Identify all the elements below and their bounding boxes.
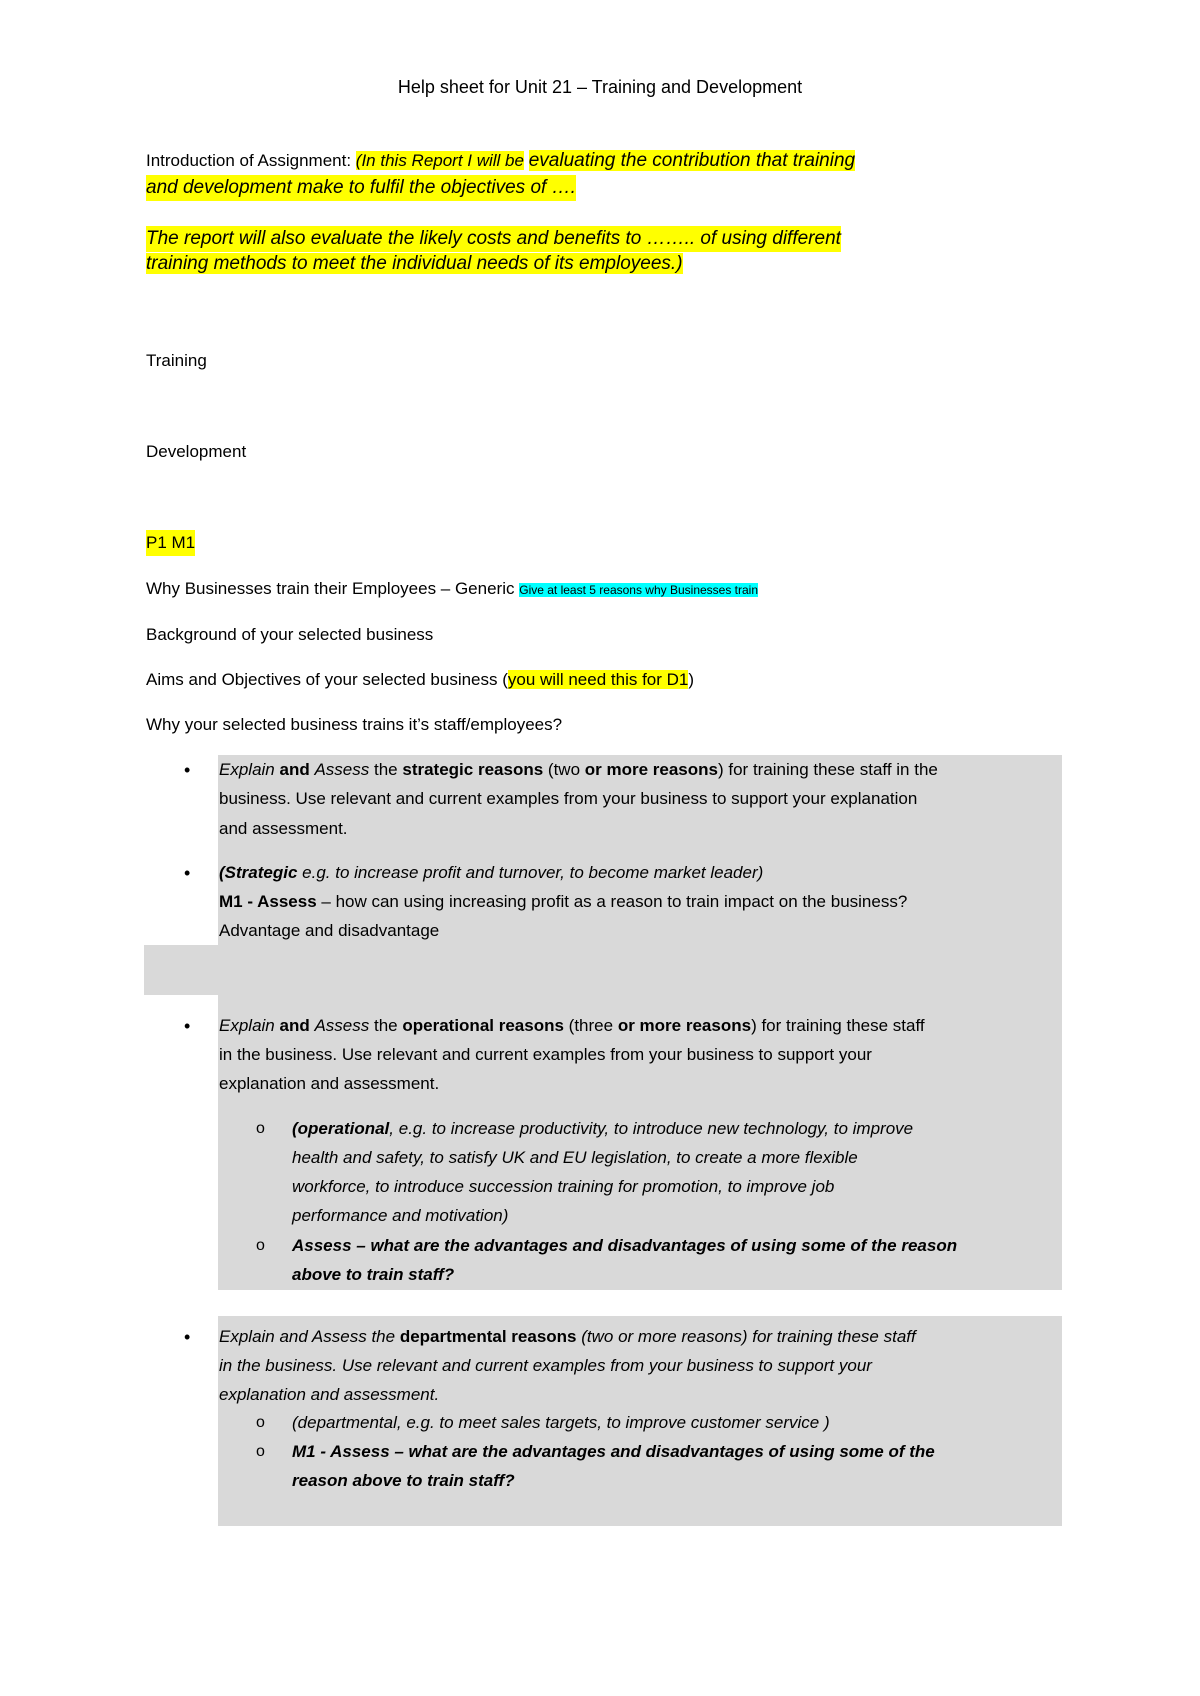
operational-sub1-line-2: health and safety, to satisfy UK and EU legislation, to create a more flexible	[292, 1148, 858, 1167]
intro-highlight-4a: training methods to meet the individual needs of its employees	[146, 253, 671, 274]
item-why-generic	[146, 576, 758, 603]
intro-line-3: The report will also evaluate the likely costs and benefits to …….. of using different	[146, 226, 841, 252]
aims-note: you will need this for D1	[507, 670, 689, 689]
item-background: Background of your selected business	[146, 625, 434, 644]
strategic-ex-rest: e.g. to increase profit and turnover, to become market leader)	[302, 863, 764, 882]
strategic-line-1	[219, 755, 938, 784]
aims-text: Aims and Objectives of your selected business (	[146, 670, 508, 689]
strategic-or-more: or more reasons	[584, 760, 718, 779]
operational-sub1-line-3: workforce, to introduce succession training for promotion, to improve job	[292, 1177, 835, 1196]
intro-label: Introduction of Assignment:	[146, 151, 352, 170]
intro-highlight-1a: (In this Report I will be	[355, 151, 524, 170]
departmental-line-3: explanation and assessment.	[219, 1385, 440, 1404]
strategic-m1-bold: M1 - Assess	[219, 892, 317, 911]
heading-development: Development	[146, 442, 247, 461]
strategic-adv: Advantage and disadvantage	[219, 921, 440, 940]
strategic-m1	[219, 887, 907, 916]
strategic-line-3: and assessment.	[219, 819, 348, 838]
operational-sub2-line-1: Assess – what are the advantages and disadvantages of using some of the reason	[292, 1236, 958, 1255]
why-generic-text: Why Businesses train their Employees – Generic	[146, 579, 515, 598]
aims-close: )	[688, 670, 695, 689]
item-aims	[146, 667, 694, 693]
heading-p1-m1: P1 M1	[146, 530, 195, 556]
strategic-ex-bold: (Strategic	[219, 863, 298, 882]
intro-highlight-1b: evaluating the contribution that training	[528, 150, 856, 171]
operational-or-more: or more reasons	[617, 1016, 752, 1035]
operational-assess: Assess	[314, 1016, 370, 1035]
operational-sub2-line-2: above to train staff?	[292, 1265, 455, 1284]
sub-bullet-operational-1: o	[256, 1120, 265, 1137]
operational-paren: (three	[568, 1016, 614, 1035]
operational-sub1-rest: , e.g. to increase productivity, to introduce new technology, to improve	[389, 1119, 914, 1138]
operational-sub1-line-4: performance and motivation)	[292, 1206, 509, 1225]
bullet-departmental: •	[184, 1327, 191, 1347]
sub-bullet-operational-2: o	[256, 1237, 265, 1254]
strategic-paren: (two	[547, 760, 581, 779]
strategic-line-2: business. Use relevant and current examples from your business to support your explanation	[219, 789, 918, 808]
operational-explain: Explain	[219, 1016, 275, 1035]
intro-highlight-4b: .)	[670, 253, 683, 274]
strategic-reasons: strategic reasons	[402, 760, 544, 779]
heading-training: Training	[146, 351, 207, 370]
strategic-assess: Assess	[314, 760, 370, 779]
sub-bullet-departmental-2: o	[256, 1443, 265, 1460]
bullet-strategic-example: •	[184, 863, 191, 883]
operational-and: and	[279, 1016, 310, 1035]
operational-line-3: explanation and assessment.	[219, 1074, 440, 1093]
bullet-operational: •	[184, 1016, 191, 1036]
operational-reasons: operational reasons	[402, 1016, 564, 1035]
strategic-example	[219, 858, 763, 887]
intro-line-4	[146, 251, 683, 277]
operational-sub1-bold: (operational	[292, 1119, 390, 1138]
departmental-line-1	[219, 1322, 916, 1351]
departmental-sub2-line-2: reason above to train staff?	[292, 1471, 515, 1490]
operational-sub1-line-1	[292, 1114, 913, 1143]
departmental-line-2: in the business. Use relevant and current examples from your business to support your	[219, 1356, 872, 1375]
departmental-sub2-line-1: M1 - Assess – what are the advantages and disadvantages of using some of the	[292, 1442, 935, 1461]
intro-line-2: and development make to fulfil the objectives of ….	[146, 175, 576, 201]
departmental-explain-assess: Explain and Assess the	[219, 1327, 396, 1346]
strategic-and: and	[279, 760, 310, 779]
why-generic-note: Give at least 5 reasons why Businesses train	[519, 583, 759, 597]
operational-line-1	[219, 1011, 925, 1040]
departmental-line1-rest: (two or more reasons) for training these staff	[581, 1327, 916, 1346]
operational-the: the	[374, 1016, 398, 1035]
strategic-m1-rest: – how can using increasing profit as a reason to train impact on the business?	[321, 892, 908, 911]
strategic-the: the	[374, 760, 398, 779]
bullet-strategic: •	[184, 760, 191, 780]
item-why-selected: Why your selected business trains it’s staff/employees?	[146, 715, 563, 734]
strategic-line1-rest: ) for training these staff in the	[718, 760, 938, 779]
departmental-sub1: (departmental, e.g. to meet sales targets, to improve customer service )	[292, 1413, 830, 1432]
intro-line-1	[146, 148, 855, 174]
operational-line-2: in the business. Use relevant and current examples from your business to support your	[219, 1045, 872, 1064]
shade-strategic-tail	[144, 945, 1062, 995]
sub-bullet-departmental-1: o	[256, 1414, 265, 1431]
operational-line1-rest: ) for training these staff	[751, 1016, 925, 1035]
strategic-explain: Explain	[219, 760, 275, 779]
departmental-reasons: departmental reasons	[399, 1327, 577, 1346]
page-title: Help sheet for Unit 21 – Training and Development	[397, 77, 803, 97]
